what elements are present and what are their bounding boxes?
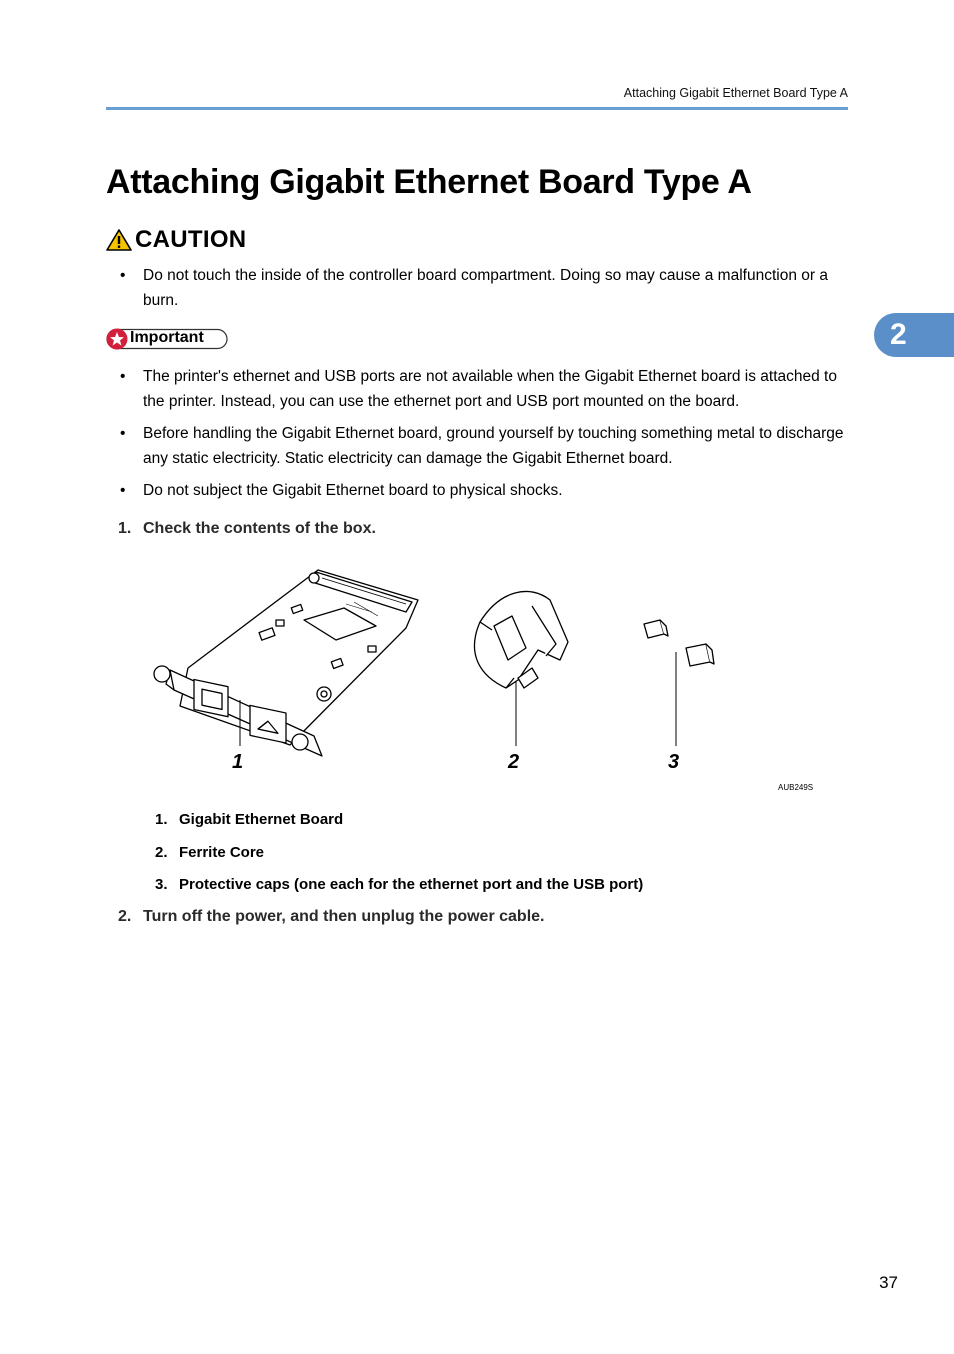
part-number: 1. bbox=[155, 811, 168, 828]
callout-2: 2 bbox=[508, 751, 520, 773]
step-text: Check the contents of the box. bbox=[143, 520, 376, 537]
part-item-2 bbox=[155, 844, 264, 861]
step-2 bbox=[118, 908, 544, 926]
caution-list bbox=[120, 263, 850, 313]
step-1 bbox=[118, 520, 376, 538]
part-text: Gigabit Ethernet Board bbox=[179, 811, 344, 828]
part-number: 2. bbox=[155, 844, 168, 861]
callout-1: 1 bbox=[232, 751, 244, 773]
important-label: Important bbox=[130, 329, 204, 346]
step-text: Turn off the power, and then unplug the power cable. bbox=[143, 908, 545, 925]
step-number: 1. bbox=[118, 520, 132, 537]
part-item-1 bbox=[155, 811, 343, 828]
warning-triangle-icon bbox=[106, 228, 132, 252]
ferrite-core-illustration bbox=[474, 591, 568, 746]
part-number: 3. bbox=[155, 876, 168, 893]
protective-caps-illustration bbox=[644, 620, 714, 746]
chapter-tab: 2 bbox=[874, 313, 954, 357]
caution-label: CAUTION bbox=[135, 226, 247, 253]
page-number: 37 bbox=[879, 1273, 898, 1292]
important-item: • The printer's ethernet and USB ports are not available when the Gigabit Ethernet board is attached to the printer. Instead, you can use the ethernet port and USB port mounted on the board. bbox=[120, 364, 850, 414]
running-header: Attaching Gigabit Ethernet Board Type A bbox=[623, 86, 848, 100]
star-icon bbox=[106, 328, 128, 350]
callout-3: 3 bbox=[668, 751, 680, 773]
part-text: Ferrite Core bbox=[179, 844, 265, 861]
part-text: Protective caps (one each for the ethernet port and the USB port) bbox=[179, 876, 644, 893]
figure-code: AUB249S bbox=[778, 783, 814, 792]
important-item: • Before handling the Gigabit Ethernet board, ground yourself by touching something metal to discharge any static electricity. Static electricity can damage the Gigabit Ethernet board. bbox=[120, 421, 850, 471]
ethernet-board-illustration bbox=[154, 570, 418, 756]
page-title: Attaching Gigabit Ethernet Board Type A bbox=[106, 163, 752, 201]
important-heading bbox=[106, 328, 228, 350]
step-number: 2. bbox=[118, 908, 132, 925]
caution-heading bbox=[106, 226, 246, 254]
important-item: • Do not subject the Gigabit Ethernet board to physical shocks. bbox=[120, 478, 850, 503]
header-rule bbox=[106, 107, 848, 110]
part-item-3 bbox=[155, 876, 643, 893]
contents-illustration bbox=[140, 560, 830, 800]
caution-item: • Do not touch the inside of the controller board compartment. Doing so may cause a malfunction or a burn. bbox=[120, 263, 850, 313]
important-list bbox=[120, 364, 850, 503]
